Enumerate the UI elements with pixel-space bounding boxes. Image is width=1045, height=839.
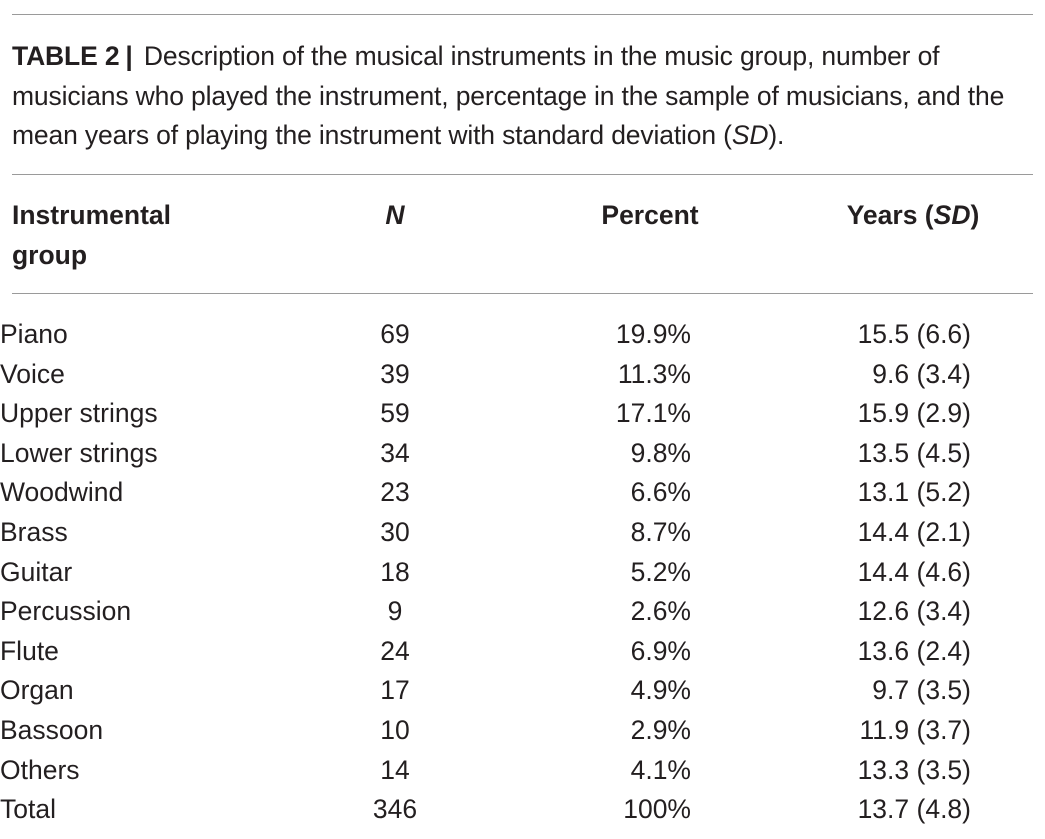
cell-n: 59 — [380, 398, 410, 429]
caption-separator: | — [125, 41, 133, 71]
cell-years-sd: 14.4 (4.6) — [857, 556, 971, 587]
header-years — [820, 195, 1006, 235]
cell-instrumental-group: Lower strings — [0, 437, 158, 468]
cell-years-sd: 13.3 (3.5) — [857, 754, 971, 785]
cell-n: 69 — [380, 319, 410, 349]
cell-percent: 11.3% — [617, 358, 691, 389]
cell-n: 14 — [380, 754, 410, 785]
cell-instrumental-group: Voice — [0, 358, 65, 389]
table-row — [0, 751, 971, 791]
table-row — [0, 394, 971, 434]
cell-n: 10 — [380, 714, 410, 745]
cell-instrumental-group: Brass — [0, 516, 68, 547]
table-row — [0, 434, 971, 474]
cell-n: 34 — [380, 437, 410, 468]
cell-percent: 4.9% — [630, 675, 691, 706]
caption-text-end: ). — [768, 120, 785, 150]
header-group-line1: Instrumental — [12, 200, 172, 230]
table-caption — [12, 37, 1037, 156]
cell-percent: 100% — [623, 794, 691, 825]
cell-instrumental-group: Flute — [0, 635, 59, 666]
cell-years-sd: 15.9 (2.9) — [857, 398, 971, 429]
cell-years-sd: 15.5 (6.6) — [857, 319, 971, 349]
cell-instrumental-group: Organ — [0, 675, 74, 706]
cell-n: 346 — [372, 794, 418, 825]
table-row — [0, 711, 971, 751]
header-years-suffix: ) — [970, 200, 980, 230]
cell-percent: 17.1% — [615, 398, 691, 429]
caption-rule — [12, 174, 1033, 175]
cell-n: 9 — [387, 596, 403, 627]
caption-label: TABLE 2 — [12, 41, 120, 71]
cell-percent: 8.7% — [630, 516, 691, 547]
table-body — [0, 315, 971, 830]
table-row — [0, 513, 971, 553]
header-n: N — [385, 200, 405, 230]
header-years-sd: SD — [933, 200, 971, 230]
table-row — [0, 790, 971, 830]
cell-instrumental-group: Percussion — [0, 596, 132, 627]
cell-instrumental-group: Total — [0, 794, 56, 825]
cell-n: 30 — [380, 516, 410, 547]
cell-years-sd: 14.4 (2.1) — [857, 516, 971, 547]
cell-n: 39 — [380, 358, 410, 389]
top-rule — [12, 14, 1033, 15]
caption-sd: SD — [731, 120, 769, 150]
cell-years-sd: 13.7 (4.8) — [857, 794, 971, 825]
header-years-prefix: Years ( — [846, 200, 934, 230]
cell-instrumental-group: Bassoon — [0, 714, 104, 745]
cell-n: 23 — [380, 477, 410, 508]
cell-percent: 5.2% — [630, 556, 691, 587]
cell-instrumental-group: Piano — [0, 319, 68, 349]
cell-n: 18 — [380, 556, 410, 587]
cell-years-sd: 13.6 (2.4) — [857, 635, 971, 666]
table-row — [0, 473, 971, 513]
cell-n: 24 — [380, 635, 410, 666]
cell-instrumental-group: Upper strings — [0, 398, 158, 429]
cell-percent: 4.1% — [630, 754, 691, 785]
cell-instrumental-group: Others — [0, 754, 80, 785]
caption-text: Description of the musical instruments in the music group, number of musicians who played the instrument, percentage in the sample of musicians, and the mean years of playing the instrument with standard deviation ( — [12, 41, 1005, 150]
cell-instrumental-group: Guitar — [0, 556, 73, 587]
cell-years-sd: 13.1 (5.2) — [857, 477, 971, 508]
header-percent: Percent — [601, 200, 699, 230]
cell-years-sd: 13.5 (4.5) — [857, 437, 971, 468]
table-row — [0, 632, 971, 672]
header-instrumental-group — [12, 195, 272, 275]
header-rule — [12, 293, 1033, 294]
cell-n: 17 — [380, 675, 410, 706]
table-row — [0, 553, 971, 593]
cell-percent: 2.9% — [630, 714, 691, 745]
instrument-table — [0, 315, 971, 830]
cell-percent: 9.8% — [630, 437, 691, 468]
cell-percent: 6.9% — [630, 635, 691, 666]
cell-instrumental-group: Woodwind — [0, 477, 124, 508]
cell-percent: 6.6% — [630, 477, 691, 508]
table-row — [0, 671, 971, 711]
cell-years-sd: 11.9 (3.7) — [859, 714, 971, 745]
table-row — [0, 592, 971, 632]
cell-years-sd: 12.6 (3.4) — [857, 596, 971, 627]
table-row — [0, 355, 971, 395]
cell-years-sd: 9.7 (3.5) — [872, 675, 971, 706]
header-group-line2: group — [12, 240, 88, 270]
cell-percent: 19.9% — [615, 319, 691, 349]
cell-percent: 2.6% — [630, 596, 691, 627]
table-row — [0, 315, 971, 355]
cell-years-sd: 9.6 (3.4) — [872, 358, 971, 389]
